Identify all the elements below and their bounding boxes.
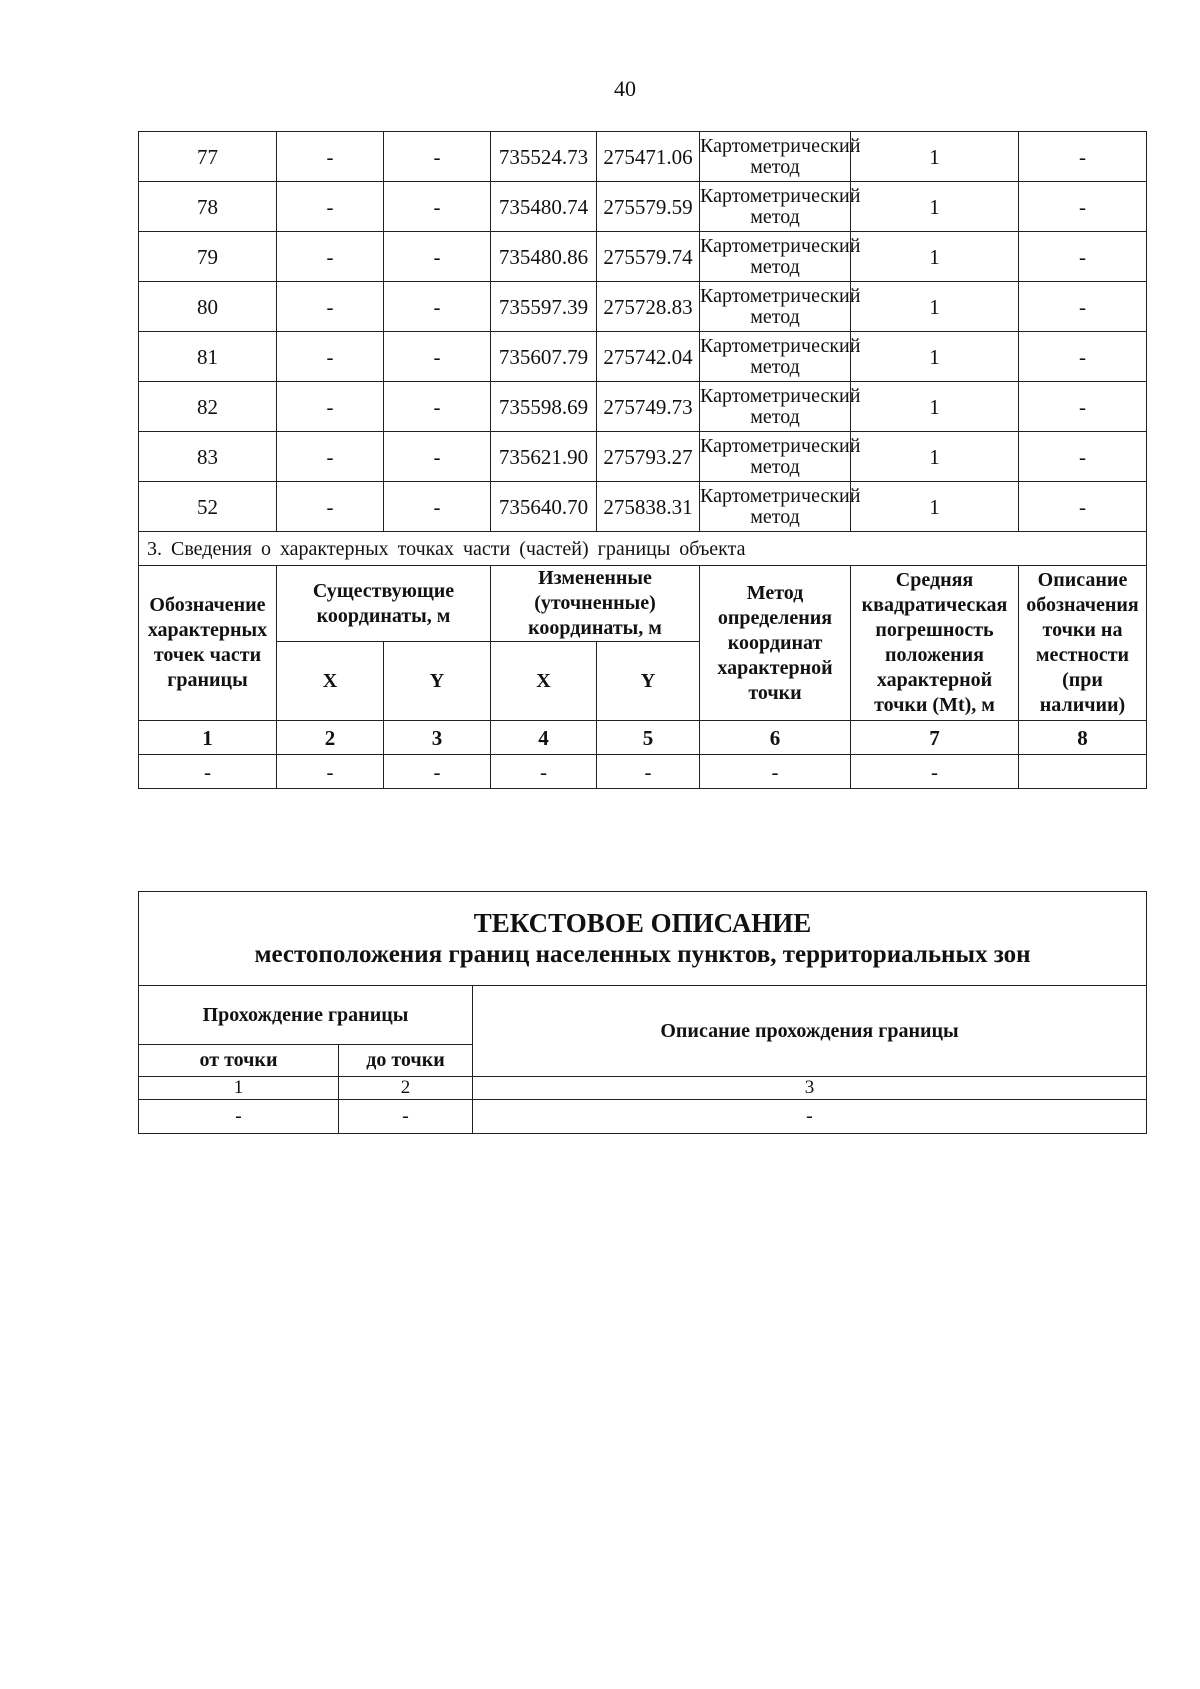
- existing-y-cell: -: [384, 132, 491, 182]
- existing-y-cell: -: [384, 482, 491, 532]
- header-to-point: до точки: [339, 1045, 473, 1077]
- changed-y-cell: 275471.06: [597, 132, 700, 182]
- changed-y-cell: 275579.59: [597, 182, 700, 232]
- mean-error-cell: 1: [851, 182, 1019, 232]
- header-passage-description: Описание прохождения границы: [473, 986, 1147, 1077]
- column-number-cell: 2: [277, 721, 384, 755]
- existing-x-cell: -: [277, 282, 384, 332]
- empty-cell: -: [339, 1100, 473, 1134]
- points-body: [139, 132, 1147, 532]
- changed-y-cell: 275838.31: [597, 482, 700, 532]
- point-id-cell: 79: [139, 232, 277, 282]
- empty-cell: -: [277, 755, 384, 789]
- point-description-cell: -: [1019, 182, 1147, 232]
- point-id-cell: 82: [139, 382, 277, 432]
- changed-y-cell: 275742.04: [597, 332, 700, 382]
- header-mean-error: Средняя квадратическая погрешность положения характерной точки (Mt), м: [851, 566, 1019, 721]
- existing-x-cell: -: [277, 232, 384, 282]
- column-number-cell: 7: [851, 721, 1019, 755]
- changed-x-cell: 735480.86: [491, 232, 597, 282]
- empty-cell: -: [700, 755, 851, 789]
- header-changed-y: Y: [597, 642, 700, 721]
- mean-error-cell: 1: [851, 382, 1019, 432]
- column-number-cell: 3: [384, 721, 491, 755]
- table-row: [139, 182, 1147, 232]
- description-empty-row: [139, 1100, 1147, 1134]
- page-number: 40: [614, 76, 636, 101]
- text-description-heading: [139, 892, 1147, 986]
- mean-error-cell: 1: [851, 332, 1019, 382]
- changed-y-cell: 275749.73: [597, 382, 700, 432]
- existing-x-cell: -: [277, 132, 384, 182]
- table-row: [139, 432, 1147, 482]
- mean-error-cell: 1: [851, 232, 1019, 282]
- table-row: [139, 132, 1147, 182]
- point-description-cell: -: [1019, 482, 1147, 532]
- header-existing-x: X: [277, 642, 384, 721]
- point-id-cell: 80: [139, 282, 277, 332]
- point-description-cell: -: [1019, 232, 1147, 282]
- empty-cell: -: [139, 1100, 339, 1134]
- column-numbers-row: [139, 721, 1147, 755]
- header-point-description: Описание обозначения точки на местности (при наличии): [1019, 566, 1147, 721]
- column-number-cell: 6: [700, 721, 851, 755]
- column-number-cell: 4: [491, 721, 597, 755]
- column-number-cell: 1: [139, 721, 277, 755]
- column-number-cell: 8: [1019, 721, 1147, 755]
- changed-y-cell: 275579.74: [597, 232, 700, 282]
- header-designation: Обозначение характерных точек части границы: [139, 566, 277, 721]
- mean-error-cell: 1: [851, 132, 1019, 182]
- method-cell: Картометрический метод: [700, 232, 851, 282]
- empty-cell: [1019, 755, 1147, 789]
- existing-y-cell: -: [384, 332, 491, 382]
- existing-x-cell: -: [277, 332, 384, 382]
- changed-x-cell: 735480.74: [491, 182, 597, 232]
- table-row: [139, 382, 1147, 432]
- header-existing-y: Y: [384, 642, 491, 721]
- point-description-cell: -: [1019, 132, 1147, 182]
- changed-y-cell: 275728.83: [597, 282, 700, 332]
- empty-cell: -: [473, 1100, 1147, 1134]
- empty-cell: -: [384, 755, 491, 789]
- existing-y-cell: -: [384, 382, 491, 432]
- changed-x-cell: 735597.39: [491, 282, 597, 332]
- description-column-numbers-row: [139, 1077, 1147, 1100]
- header-from-point: от точки: [139, 1045, 339, 1077]
- point-id-cell: 78: [139, 182, 277, 232]
- table-row: [139, 482, 1147, 532]
- changed-y-cell: 275793.27: [597, 432, 700, 482]
- column-number-cell: 1: [139, 1077, 339, 1100]
- existing-x-cell: -: [277, 482, 384, 532]
- existing-y-cell: -: [384, 232, 491, 282]
- method-cell: Картометрический метод: [700, 482, 851, 532]
- changed-x-cell: 735524.73: [491, 132, 597, 182]
- column-number-cell: 2: [339, 1077, 473, 1100]
- empty-cell: -: [851, 755, 1019, 789]
- header-boundary-passage: Прохождение границы: [139, 986, 473, 1045]
- point-description-cell: -: [1019, 282, 1147, 332]
- changed-x-cell: 735598.69: [491, 382, 597, 432]
- method-cell: Картометрический метод: [700, 332, 851, 382]
- existing-y-cell: -: [384, 282, 491, 332]
- method-cell: Картометрический метод: [700, 282, 851, 332]
- method-cell: Картометрический метод: [700, 382, 851, 432]
- existing-y-cell: -: [384, 182, 491, 232]
- empty-data-row: [139, 755, 1147, 789]
- header-existing-coordinates: Существующие координаты, м: [277, 566, 491, 642]
- text-description-title: ТЕКСТОВОЕ ОПИСАНИЕ: [473, 907, 812, 938]
- existing-x-cell: -: [277, 382, 384, 432]
- point-id-cell: 81: [139, 332, 277, 382]
- existing-x-cell: -: [277, 182, 384, 232]
- mean-error-cell: 1: [851, 482, 1019, 532]
- point-description-cell: -: [1019, 332, 1147, 382]
- column-number-cell: 5: [597, 721, 700, 755]
- header-changed-coordinates: Измененные (уточненные) координаты, м: [491, 566, 700, 642]
- method-cell: Картометрический метод: [700, 182, 851, 232]
- changed-x-cell: 735621.90: [491, 432, 597, 482]
- text-description-table: [138, 891, 1147, 1134]
- changed-x-cell: 735607.79: [491, 332, 597, 382]
- method-cell: Картометрический метод: [700, 132, 851, 182]
- column-number-cell: 3: [473, 1077, 1147, 1100]
- existing-y-cell: -: [384, 432, 491, 482]
- point-id-cell: 83: [139, 432, 277, 482]
- mean-error-cell: 1: [851, 282, 1019, 332]
- mean-error-cell: 1: [851, 432, 1019, 482]
- point-id-cell: 77: [139, 132, 277, 182]
- table-row: [139, 332, 1147, 382]
- point-description-cell: -: [1019, 432, 1147, 482]
- table-row: [139, 282, 1147, 332]
- point-id-cell: 52: [139, 482, 277, 532]
- empty-cell: -: [139, 755, 277, 789]
- header-method: Метод определения координат характерной точки: [700, 566, 851, 721]
- header-changed-x: X: [491, 642, 597, 721]
- coordinates-table: [138, 131, 1147, 789]
- table-row: [139, 232, 1147, 282]
- existing-x-cell: -: [277, 432, 384, 482]
- method-cell: Картометрический метод: [700, 432, 851, 482]
- point-description-cell: -: [1019, 382, 1147, 432]
- empty-cell: -: [491, 755, 597, 789]
- section-3-title: 3. Сведения о характерных точках части (частей) границы объекта: [139, 532, 1147, 566]
- changed-x-cell: 735640.70: [491, 482, 597, 532]
- empty-cell: -: [597, 755, 700, 789]
- text-description-subtitle: местоположения границ населенных пунктов, территориальных зон: [254, 940, 1031, 968]
